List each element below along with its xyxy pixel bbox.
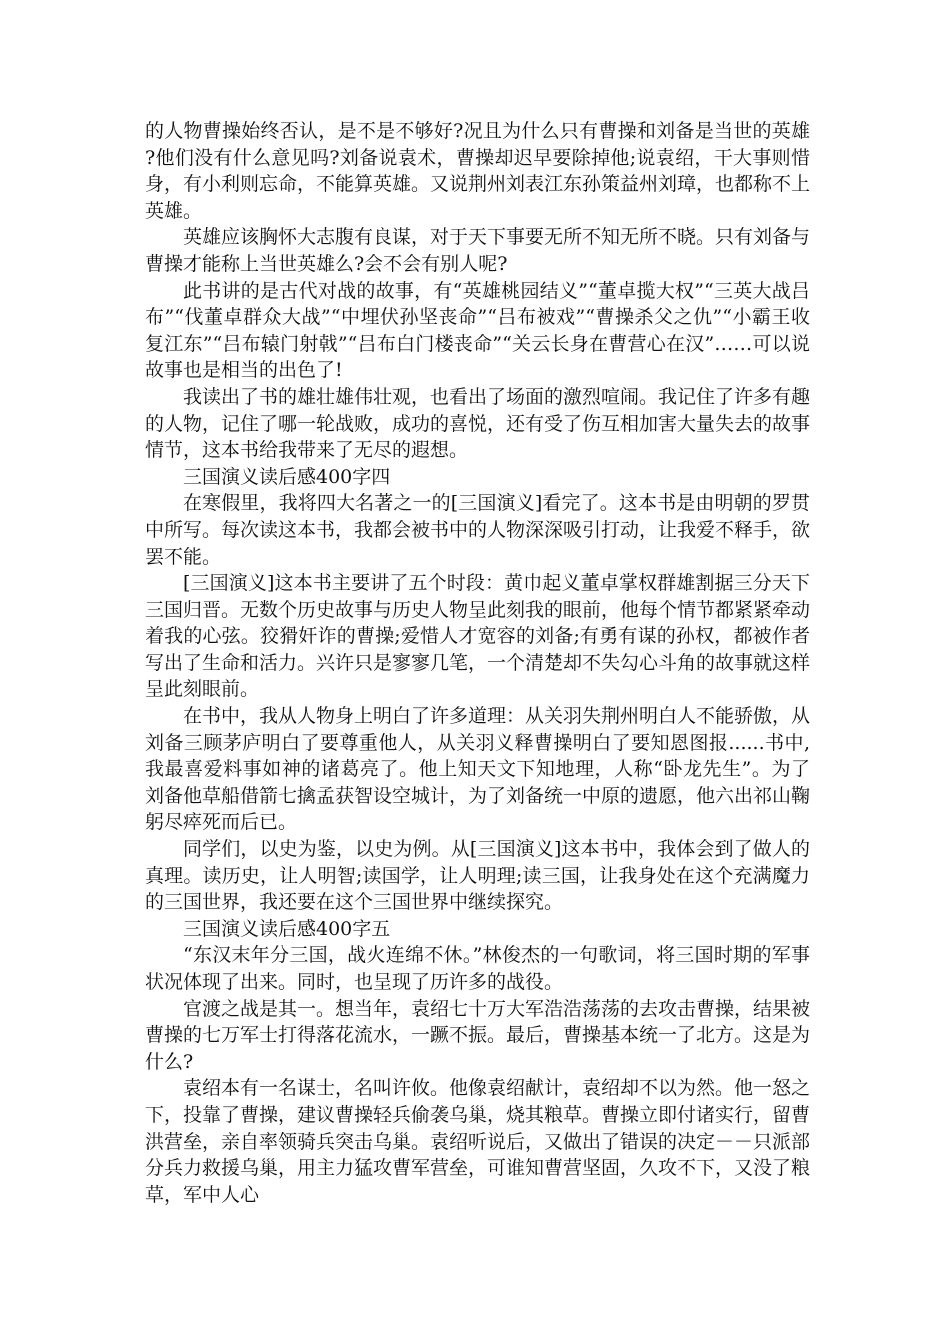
paragraph-8: 同学们，以史为鉴，以史为例。从[三国演义]这本书中，我体会到了做人的真理。读历史，让人明智;读国学，让人明理;读三国，让我身处在这个充满魔力的三国世界，我还要在这个三国世界中继续探究。 [145,838,810,914]
section-heading-5: 三国演义读后感400字五 [183,917,391,940]
paragraph-9: “东汉末年分三国，战火连绵不休。”林俊杰的一句歌词，将三国时期的军事状况体现了出来。同时，也呈现了历许多的战役。 [145,944,810,993]
paragraph-6: [三国演义]这本书主要讲了五个时段：黄巾起义董卓掌权群雄割据三分天下三国归晋。无数个历史故事与历史人物呈此刻我的眼前，他每个情节都紧紧牵动着我的心弦。狡猾奸诈的曹操;爱惜人才宽容的刘备;有勇有谋的孙权，都被作者写出了生命和活力。兴许只是寥寥几笔，一个清楚却不失勾心斗角的故事就这样呈此刻眼前。 [145,572,811,701]
paragraph-7: 在书中，我从人物身上明白了许多道理：从关羽失荆州明白人不能骄傲，从刘备三顾茅庐明白了要尊重他人，从关羽义释曹操明白了要知恩图报......书中,我最喜爱料事如神的诸葛亮了。他上知天文下知地理，人称“卧龙先生”。为了刘备他草船借箭七擒孟获智设空城计，为了刘备统一中原的遗愿，他六出祁山鞠躬尽瘁死而后已。 [145,705,811,834]
paragraph-2: 英雄应该胸怀大志腹有良谋，对于天下事要无所不知无所不晓。只有刘备与曹操才能称上当世英雄么?会不会有别人呢? [145,226,811,275]
paragraph-3: 此书讲的是古代对战的故事，有“英雄桃园结义”“董卓揽大权”“三英大战吕布”“伐董卓群众大战”“中埋伏孙坚丧命”“吕布被戏”“曹操杀父之仇”“小霸王收复江东”“吕布辕门射戟”“吕布白门楼丧命”“关云长身在曹营心在汉”……可以说故事也是相当的出色了! [145,279,810,382]
paragraph-10: 官渡之战是其一。想当年，袁绍七十万大军浩浩荡荡的去攻击曹操，结果被曹操的七万军士打得落花流水，一蹶不振。最后，曹操基本统一了北方。这是为什么? [145,997,811,1073]
paragraph-5: 在寒假里，我将四大名著之一的[三国演义]看完了。这本书是由明朝的罗贯中所写。每次读这本书，我都会被书中的人物深深吸引打动，让我爱不释手，欲罢不能。 [145,492,811,568]
paragraph-11: 袁绍本有一名谋士，名叫许攸。他像袁绍献计，袁绍却不以为然。他一怒之下，投靠了曹操，建议曹操轻兵偷袭乌巢，烧其粮草。曹操立即付诸实行，留曹洪营垒，亲自率领骑兵突击乌巢。袁绍听说后，又做出了错误的决定－－只派部分兵力救援乌巢，用主力猛攻曹军营垒，可谁知曹营坚固，久攻不下，又没了粮草，军中人心 [145,1077,811,1206]
paragraph-1: 的人物曹操始终否认，是不是不够好?况且为什么只有曹操和刘备是当世的英雄?他们没有什么意见吗?刘备说袁术，曹操却迟早要除掉他;说袁绍，干大事则惜身，有小利则忘命，不能算英雄。又说荆州刘表江东孙策益州刘璋，也都称不上英雄。 [145,120,811,222]
section-heading-4: 三国演义读后感400字四 [183,465,391,488]
paragraph-4: 我读出了书的雄壮雄伟壮观，也看出了场面的激烈喧闹。我记住了许多有趣的人物，记住了哪一轮战败，成功的喜悦，还有受了伤互相加害大量失去的故事情节，这本书给我带来了无尽的遐想。 [145,385,811,462]
document-body [145,118,810,1208]
